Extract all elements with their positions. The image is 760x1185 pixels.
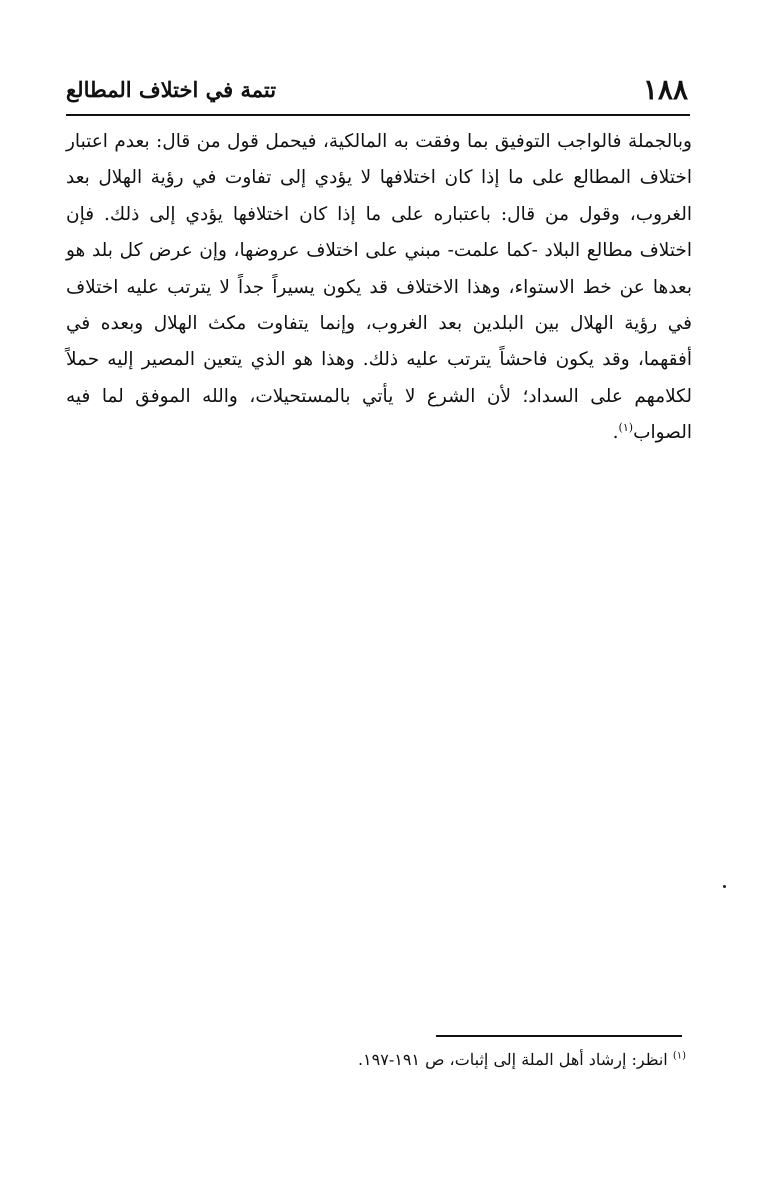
page-header	[66, 72, 688, 112]
paragraph-end-punctuation: .	[612, 422, 619, 444]
footnote-reference[interactable]: (١)	[618, 421, 634, 435]
footnote-text: انظر: إرشاد أهل الملة إلى إثبات، ص ١٩١-١٩٧.	[357, 1050, 668, 1069]
page-number: ١٨٨	[642, 73, 688, 106]
footnote-marker: (١)	[672, 1050, 686, 1062]
header-rule	[66, 114, 690, 116]
footnote-rule	[436, 1035, 682, 1037]
scan-speck	[723, 885, 726, 888]
body-paragraph	[66, 124, 692, 452]
paragraph-text: وبالجملة فالواجب التوفيق بما وفقت به المالكية، فيحمل قول من قال: بعدم اعتبار اختلاف المطالع على ما إذا كان اختلافها لا يؤدي إلى تفاوت في رؤية الهلال بعد الغروب، وقول من قال: باعتباره على ما إذا كان اختلافها يؤدي إلى ذلك. فإن اختلاف مطالع البلاد -كما علمت- مبني على اختلاف عروضها، وإن عرض كل بلد هو بعدها عن خط الاستواء، وهذا الاختلاف قد يكون يسيراً جداً لا يترتب عليه اختلاف في رؤية الهلال بين البلدين بعد الغروب، وإنما يتفاوت مكث الهلال وبعده في أفقهما، وقد يكون فاحشاً يترتب عليه ذلك. وهذا هو الذي يتعين المصير إليه حملاً لكلامهم على السداد؛ لأن الشرع لا يأتي بالمستحيلات، والله الموفق لما فيه الصواب	[66, 131, 693, 444]
running-title: تتمة في اختلاف المطالع	[66, 77, 277, 102]
footnote	[200, 1046, 686, 1074]
